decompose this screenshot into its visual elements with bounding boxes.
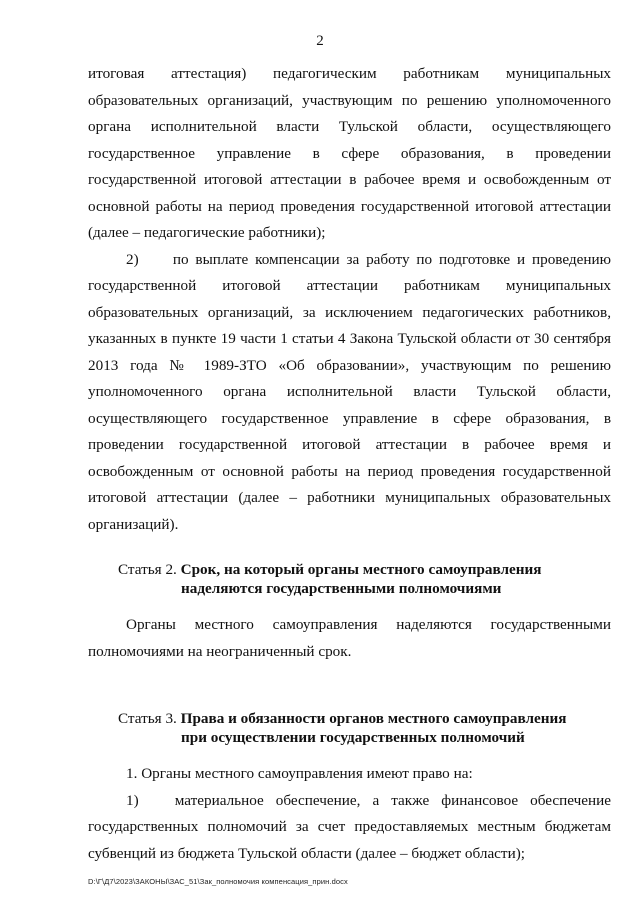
article-2-text: Органы местного самоуправления наделяются государственными полномочиями на неограниченный срок. [88,616,611,660]
paragraph-continuation: итоговая аттестация) педагогическим работникам муниципальных образовательных организаций, участвующим по решению уполномоченного органа исполнительной власти Тульской области, осуществляющего государственное управление в сфере образования, в проведении государственной итоговой аттестации в рабочее время и освобожденным от основной работы на период проведения государственной итоговой аттестации (далее – педагогические работники); [88,65,611,241]
page-number: 2 [316,33,324,49]
article-2-title-line1: Срок, на который органы местного самоуправления [180,561,542,578]
article-2-title-line2: наделяются государственными полномочиями [181,580,502,597]
article-3-item-1-1: 1) материальное обеспечение, а также финансовое обеспечение государственных полномочий за счет предоставляемых местным бюджетам субвенций из бюджета Тульской области (далее – бюджет области); [88,791,611,862]
article-3-item-1: 1. Органы местного самоуправления имеют право на: [126,765,473,782]
paragraph-item-2: 2) по выплате компенсации за работу по подготовке и проведению государственной итоговой аттестации работникам муниципальных образовательных организаций, за исключением педагогических работников, указанных в пункте 19 части 1 статьи 4 Закона Тульской области от 30 сентября 2013 года № 1989-ЗТО «Об образовании», участвующим по решению уполномоченного органа исполнительной власти Тульской области, осуществляющего государственное управление в сфере образования, в проведении государственной итоговой аттестации в рабочее время и освобожденным от основной работы на период проведения государственной итоговой аттестации (далее – работники муниципальных образовательных организаций). [88,250,611,533]
article-3-title-line1: Права и обязанности органов местного самоуправления [180,710,567,727]
article-2-heading [88,560,611,598]
article-3-label: Статья 3. [118,710,181,727]
article-2-label: Статья 2. [118,561,181,578]
article-3-title-line2: при осуществлении государственных полномочий [181,729,525,746]
footer-file-path: D:\Г\Д7\2023\ЗАКОНЫ\ЗАС_51\Зак_полномочия компенсация_прин.docx [88,877,348,886]
article-3-heading [88,709,611,747]
document-body [88,61,611,867]
